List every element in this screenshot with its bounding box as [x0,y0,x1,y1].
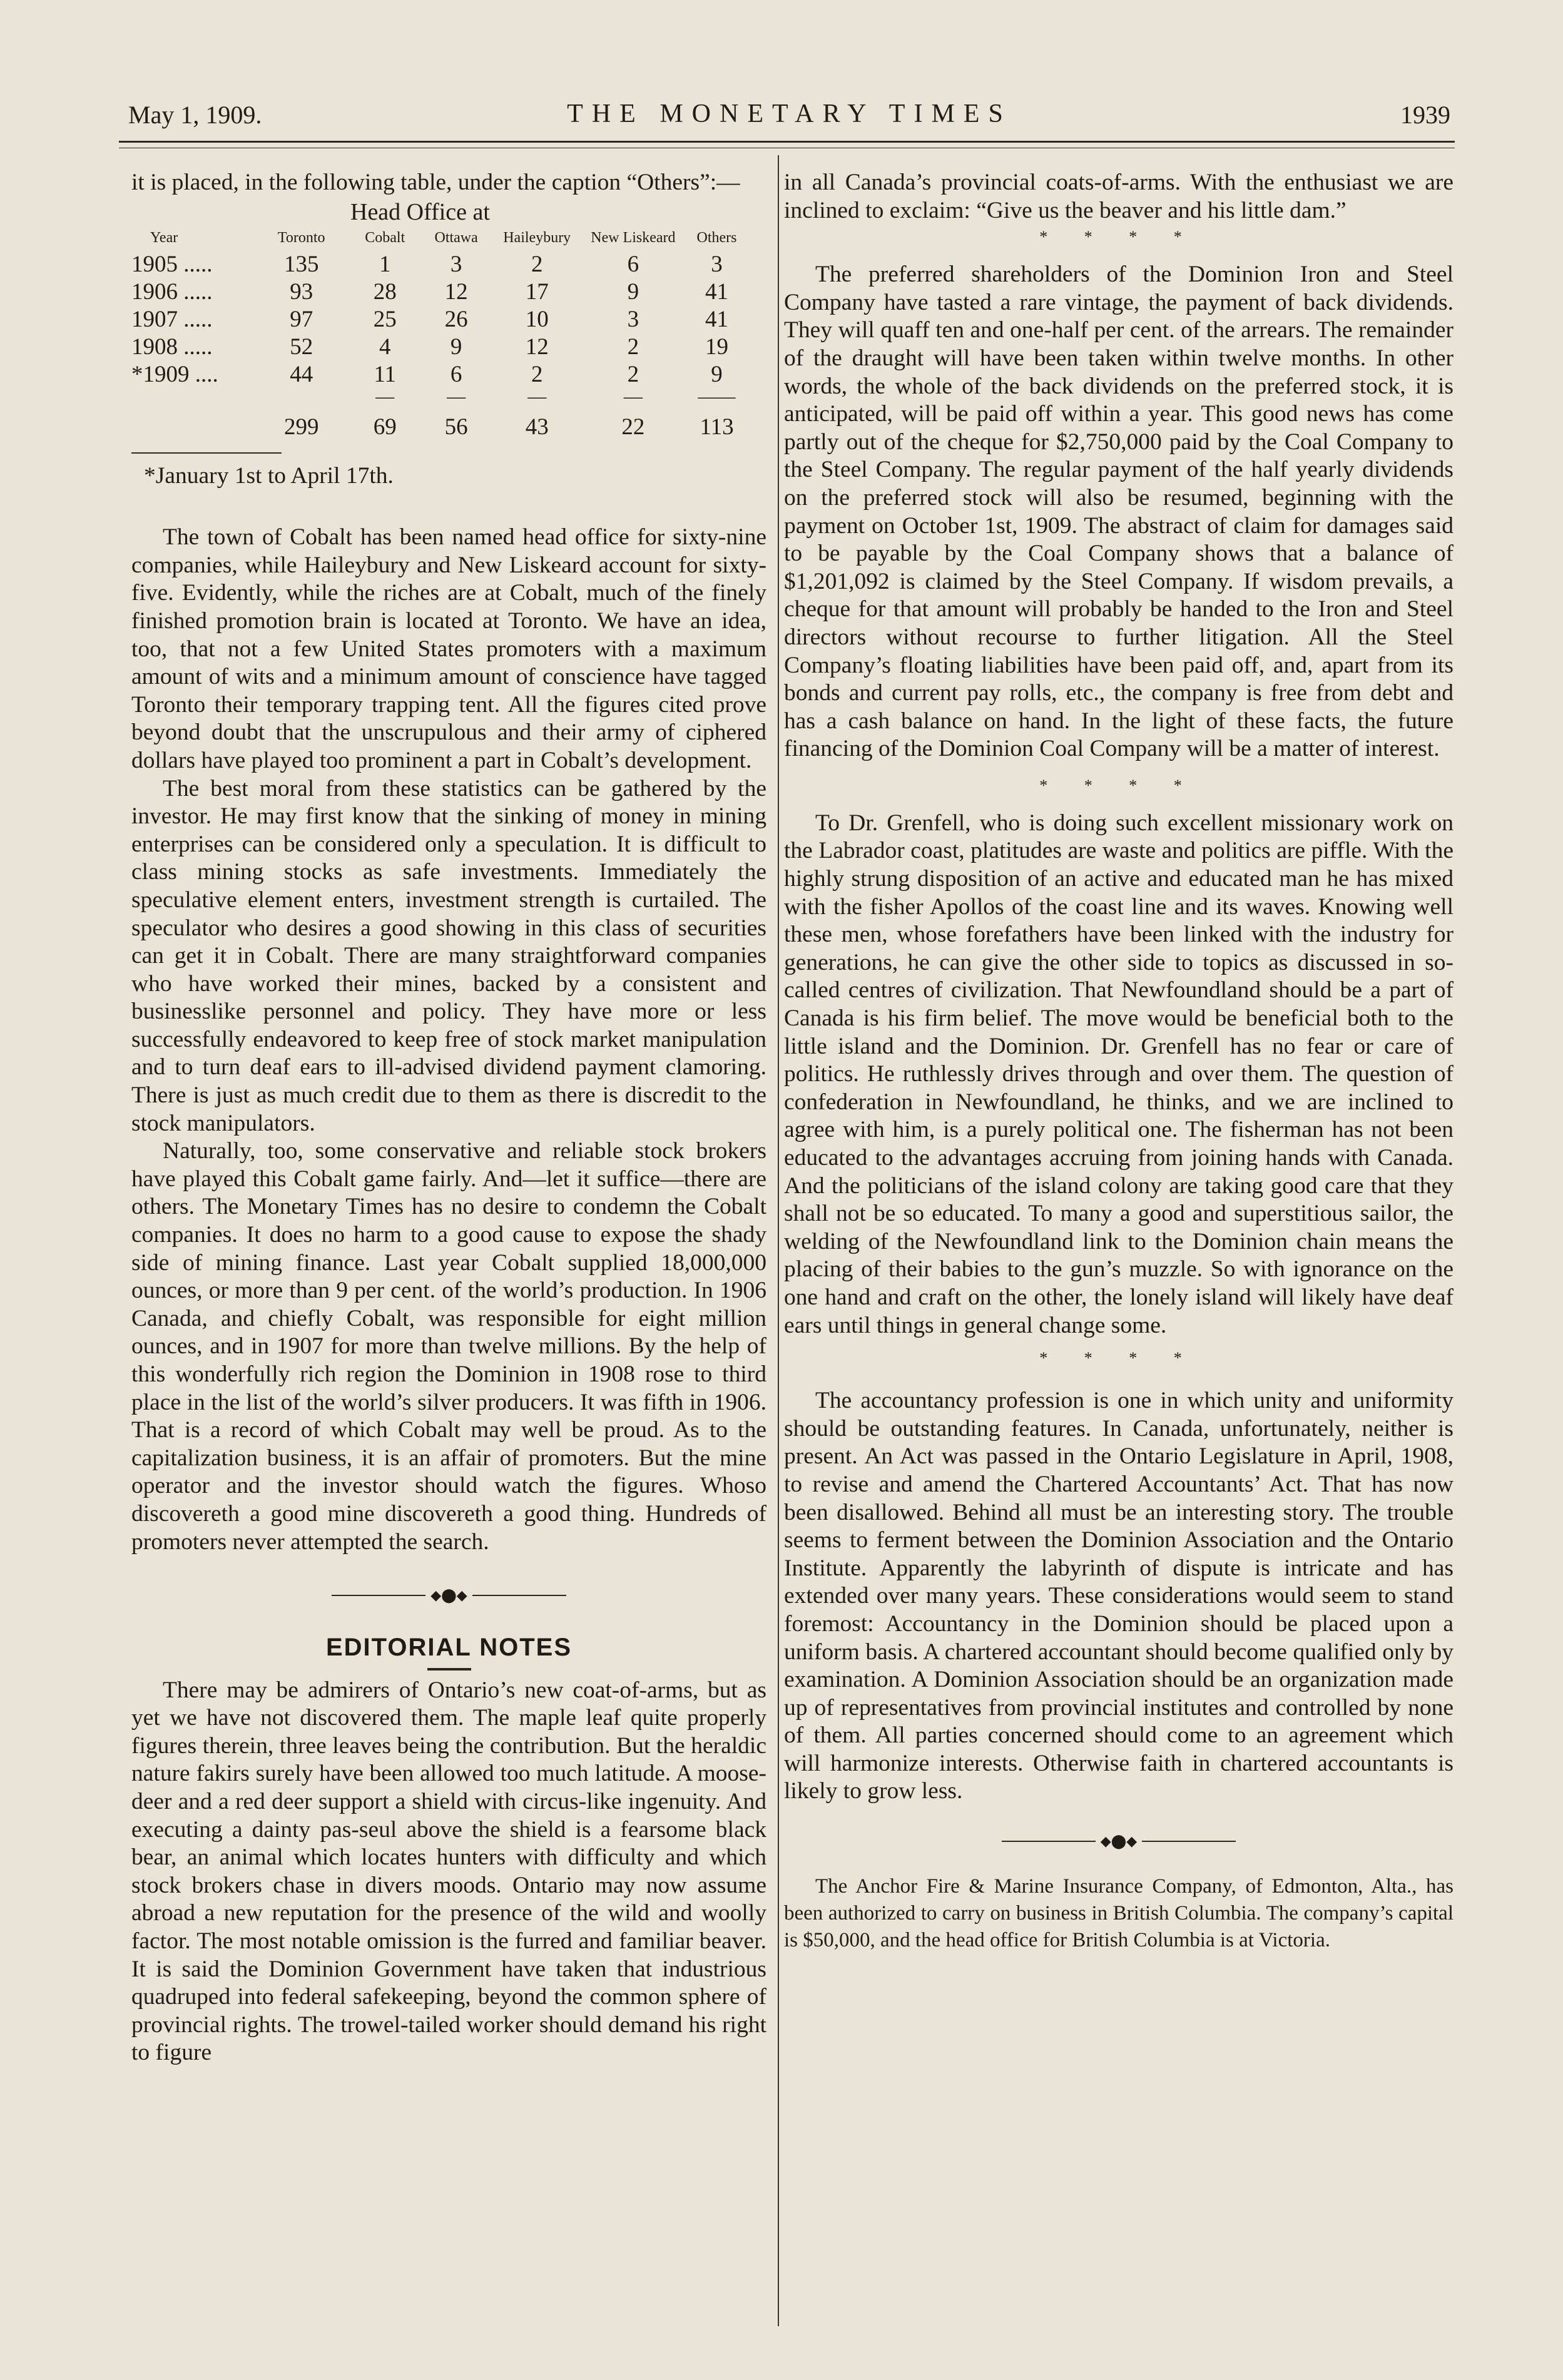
table-cell: —— [698,385,736,407]
paragraph-investor-moral: The best moral from these statistics can be gathered by the investor. He may first know that the sinking of money in mining enterprises can be considered only a speculation. It is difficult to class mining stocks as safe investments. Immediately the speculative element enters, investment strength is curtailed. The speculator who desires a good showing in this class of securities can get it in Cobalt. There are many straightforward companies who have worked their mines, backed by a consistent and businesslike personnel and policy. They have more or less successfully endeavored to keep free of stock market manipulation and to turn deaf ears to ill-advised dividend payment clamoring. There is just as much credit due to them as there is discredit to the stock manipulators. [131,775,766,1136]
table-cell: 19 [705,333,728,360]
table-cell: 26 [444,306,468,332]
paragraph-continuation: in all Canada’s provincial coats-of-arms. With the enthusiast we are inclined to exclaim: “Give us the beaver and his little dam.” [784,170,1454,223]
table-dash-row [131,389,751,405]
header-rule [119,141,1455,143]
table-cell: 56 [444,414,468,440]
table-cell: 2 [531,251,543,277]
table-cell: 25 [373,306,397,332]
column-divider [778,155,779,2326]
table-footnote: *January 1st to April 17th. [144,462,394,489]
table-intro: it is placed, in the following table, under the caption “Others”:— [131,170,740,195]
table-cell: 6 [627,251,639,277]
table-total-row [131,405,751,441]
publication-title: THE MONETARY TIMES [567,99,1012,128]
table-cell: 299 [283,414,319,440]
table-cell: 97 [290,306,313,332]
table-cell: 1908 ..... [131,333,213,360]
table-cell: 135 [283,251,319,277]
section-stars: * * * * [1039,776,1198,795]
table-cell: 22 [621,414,645,440]
table-cell: 17 [525,278,549,305]
section-stars: * * * * [1039,1349,1198,1368]
table-cell: 6 [450,361,462,387]
table-cell: 1905 ..... [131,251,213,277]
table-cell: 9 [711,361,723,387]
table-cell: 2 [627,361,639,387]
table-caption: Head Office at [350,198,490,225]
table-cell: 28 [373,278,397,305]
table-row [131,306,751,333]
paragraph-grenfell: To Dr. Grenfell, who is doing such excellent missionary work on the Labrador coast, platitudes are waste and politics are piffle. With the highly strung disposition of an active and educated man he has mixed with the fisher Apollos of the coast line and its waves. Knowing well these men, whose forefathers have been linked with the industry for generations, he can give the other side to topics as discussed in so-called centres of civilization. That Newfoundland should be a part of Canada is his firm belief. The move would be beneficial both to the little island and the Dominion. Dr. Grenfell has no fear or care of politics. He ruthlessly drives through and over them. The question of confederation in Newfoundland, he thinks, and we are inclined to agree with him, is a purely political one. The fisherman has not been educated to the advantages accruing from joining hands with Canada. And the politicians of the island colony are taking good care that they shall not be so educated. To many a good and superstitious sailor, the welding of the Newfoundland link to the Dominion chain means the placing of their babies to the gun’s muzzle. So with ignorance on the one hand and craft on the other, the lonely island will likely have deaf ears until things in general change some. [784,810,1454,1338]
table-cell: 2 [627,333,639,360]
editorial-notes-heading: EDITORIAL NOTES [325,1634,572,1662]
footnote-rule [131,452,282,454]
table-cell: 43 [525,414,549,440]
table-cell: 1 [379,251,391,277]
heading-rule [427,1668,471,1671]
table-cell [131,389,255,405]
paragraph-anchor-fire: The Anchor Fire & Marine Insurance Company, of Edmonton, Alta., has been authorized to carry on business in British Columbia. The company’s capital is $50,000, and the head office for British Columbia is at Victoria. [784,1875,1454,1952]
table-cell: 9 [627,278,639,305]
table-header-row [131,228,751,251]
table-cell: 9 [450,333,462,360]
paragraph-accountancy: The accountancy profession is one in which unity and uniformity should be outstanding features. In Canada, unfortunately, neither is present. An Act was passed in the Ontario Legislature in April, 1908, to revise and amend the Chartered Accountants’ Act. That has now been disallowed. Behind all must be an interesting story. The trouble seems to ferment between the Dominion Association and the Ontario Institute. Apparently the labyrinth of dispute is intricate and has extended over many years. These considerations would seem to stand foremost: Accountancy in the Dominion should be placed upon a uniform basis. A chartered accountant should become qualified only by examination. A Dominion Association should be an organization made up of representatives from provincial institutes and controlled by none of them. All parties concerned should come to an agreement which will harmonize interests. Otherwise faith in chartered accountants is likely to grow less. [784,1388,1454,1804]
table-cell: 2 [531,361,543,387]
table-cell: — [447,385,466,407]
table-cell [255,389,348,405]
table-cell: 12 [525,333,549,360]
table-cell: 41 [705,278,728,305]
table-cell: 44 [290,361,313,387]
column-header: Ottawa [434,229,478,246]
left-column [131,169,766,2067]
issue-date: May 1, 1909. [128,101,262,129]
table-cell: — [527,385,547,407]
column-header: Cobalt [365,229,405,246]
table-cell: 93 [290,278,313,305]
table-cell: — [375,385,395,407]
paragraph-cobalt-head-office: The town of Cobalt has been named head office for sixty-nine companies, while Haileybury and New Liskeard account for sixty-five. Evidently, while the riches are at Cobalt, much of the finely finished promotion brain is located at Toronto. We have an idea, too, that not a few United States promoters with a maximum amount of wits and a minimum amount of conscience have tagged Toronto their temporary trapping tent. All the figures cited prove beyond doubt that the unscrupulous and their army of ciphered dollars have played too prominent a part in Cobalt’s development. [131,524,766,773]
table-row [131,333,751,361]
table-cell: 4 [379,333,391,360]
page-header [128,94,1450,144]
table-cell: 1907 ..... [131,306,213,332]
table-cell: 52 [290,333,313,360]
table-cell: *1909 .... [131,361,218,387]
table-row [131,278,751,306]
table-cell: 11 [374,361,397,387]
column-header: Toronto [277,229,325,246]
table-cell: 10 [525,306,549,332]
section-ornament: ◆⬤◆ [784,1831,1454,1851]
section-ornament: ◆⬤◆ [131,1585,766,1605]
section-stars: * * * * [1039,228,1198,247]
table-cell: 3 [450,251,462,277]
paragraph-brokers: Naturally, too, some conservative and reliable stock brokers have played this Cobalt game fairly. And—let it suffice—there are others. The Monetary Times has no desire to condemn the Cobalt companies. It does no harm to a good cause to expose the shady side of mining finance. Last year Cobalt supplied 18,000,000 ounces, or more than 9 per cent. of the world’s production. In 1906 Canada, and chiefly Cobalt, was responsible for eight million ounces, and in 1907 for more than twelve millions. By the help of this wonderfully rich region the Dominion in 1908 rose to third place in the list of the world’s silver producers. It was fifth in 1906. That is a record of which Cobalt may well be proud. As to the capitalization business, it is an affair of promoters. But the mine operator and the investor should watch the figures. Whoso discovereth a good mine discovereth a good thing. Hundreds of promoters never attempted the search. [131,1138,766,1555]
table-cell: 3 [711,251,723,277]
right-column [784,169,1454,1954]
column-header: Haileybury [503,229,571,246]
table-cell: 41 [705,306,728,332]
table-cell: — [623,385,643,407]
paragraph-coat-of-arms: There may be admirers of Ontario’s new coat-of-arms, but as yet we have not discovered them. The maple leaf quite properly figures therein, three leaves being the contribution. But the heraldic nature fakirs surely have been allowed too much latitude. A moose-deer and a red deer support a shield with circus-like ingenuity. And executing a dainty pas-seul above the shield is a fearsome black bear, an animal which locates hunters with difficulty and which stock brokers chase in divers moods. Ontario may now assume abroad a new reputation for the presence of the wild and woolly factor. The most notable omission is the furred and familiar beaver. It is said the Dominion Government have taken that industrious quadruped into federal safekeeping, beyond the common sphere of provincial rights. The trowel-tailed worker should demand his right to figure [131,1677,766,2066]
head-office-table [131,228,751,441]
table-cell: 12 [444,278,468,305]
column-header: Year [150,229,178,246]
table-row [131,361,751,389]
column-header: Others [696,229,737,246]
table-cell [131,405,255,441]
page-number: 1939 [1400,101,1450,129]
column-header: New Liskeard [591,229,676,246]
paragraph-dominion-iron-steel: The preferred shareholders of the Dominion Iron and Steel Company have tasted a rare vintage, the payment of back dividends. They will quaff ten and one-half per cent. of the arrears. The remainder of the draught will have been taken within twelve months. In other words, the whole of the back dividends on the preferred stock, it is anticipated, will be paid off within a year. This good news has come partly out of the cheque for $2,750,000 paid by the Coal Company to the Steel Company. The regular payment of the half yearly dividends on the preferred stock will also be resumed, beginning with the payment on October 1st, 1909. The abstract of claim for damages said to be payable by the Coal Company shows that a balance of $1,201,092 is claimed by the Steel Company. If wisdom prevails, a cheque for that amount will probably be handed to the Iron and Steel directors without recourse to further litigation. All the Steel Company’s floating liabilities have been paid off, and, apart from its bonds and current pay rolls, etc., the company is free from debt and has a cash balance on hand. In the light of these facts, the future financing of the Dominion Coal Company will be a matter of interest. [784,262,1454,762]
table-cell: 3 [627,306,639,332]
table-cell: 69 [373,414,397,440]
table-row [131,251,751,278]
table-cell: 113 [700,414,734,440]
table-cell: 1906 ..... [131,278,213,305]
